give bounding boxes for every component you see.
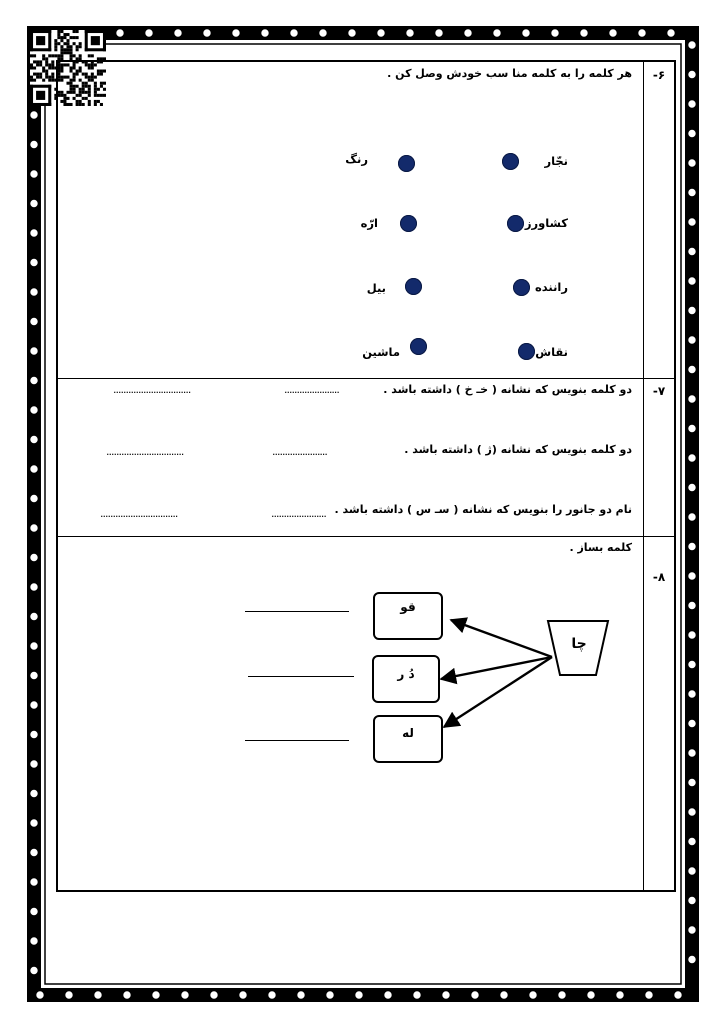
q6-left-word-3: بیل bbox=[366, 281, 386, 295]
border-dot bbox=[688, 601, 696, 609]
border-dot bbox=[210, 991, 218, 999]
border-dot bbox=[174, 29, 182, 37]
border-dot bbox=[384, 991, 392, 999]
border-dot bbox=[645, 991, 653, 999]
border-dot bbox=[667, 29, 675, 37]
q7-blank-1a[interactable]: ...................... bbox=[284, 383, 339, 396]
q8-target-label-1: قو bbox=[400, 600, 416, 614]
border-dot bbox=[30, 258, 38, 266]
border-dot bbox=[688, 129, 696, 137]
border-dot bbox=[413, 991, 421, 999]
question-number-6: ۶- bbox=[652, 68, 666, 82]
border-dot bbox=[30, 701, 38, 709]
q8-answer-line-2[interactable] bbox=[248, 676, 354, 677]
border-dot bbox=[674, 991, 682, 999]
border-dot bbox=[30, 347, 38, 355]
border-dot bbox=[30, 406, 38, 414]
border-dot bbox=[348, 29, 356, 37]
q8-arrow-1 bbox=[451, 620, 552, 657]
border-dot bbox=[688, 395, 696, 403]
border-dot bbox=[688, 660, 696, 668]
border-dot bbox=[145, 29, 153, 37]
border-dot bbox=[688, 631, 696, 639]
q6-right-word-1: نجّار bbox=[544, 154, 568, 168]
border-dot bbox=[30, 583, 38, 591]
border-dot bbox=[471, 991, 479, 999]
border-dot bbox=[30, 966, 38, 974]
q7-line-2: دو کلمه بنویس که نشانه (ژ ) داشته باشد . bbox=[404, 443, 632, 456]
border-dot bbox=[30, 819, 38, 827]
border-dot bbox=[688, 542, 696, 550]
q8-target-box-1 bbox=[373, 592, 443, 640]
q7-blank-1b[interactable]: ............................... bbox=[113, 383, 191, 396]
border-dot bbox=[580, 29, 588, 37]
border-dot bbox=[688, 690, 696, 698]
border-dot bbox=[30, 317, 38, 325]
q8-source-label: چا bbox=[571, 636, 587, 652]
border-dot bbox=[30, 288, 38, 296]
border-dot bbox=[688, 837, 696, 845]
border-dot bbox=[30, 524, 38, 532]
border-dot bbox=[688, 365, 696, 373]
q6-right-word-3: راننده bbox=[534, 280, 568, 294]
q7-line-1: دو کلمه بنویس که نشانه ( خـ خ ) داشته باشد . bbox=[383, 383, 632, 396]
border-dot bbox=[290, 29, 298, 37]
border-dot bbox=[688, 70, 696, 78]
q7-blank-2a[interactable]: ...................... bbox=[272, 445, 327, 458]
border-dot bbox=[688, 336, 696, 344]
border-dot bbox=[688, 867, 696, 875]
border-dot bbox=[688, 778, 696, 786]
border-dot bbox=[688, 483, 696, 491]
border-dot bbox=[587, 991, 595, 999]
question-number-7: ۷- bbox=[652, 384, 666, 398]
border-dot bbox=[116, 29, 124, 37]
border-dot bbox=[406, 29, 414, 37]
border-dot bbox=[30, 199, 38, 207]
border-dot bbox=[30, 111, 38, 119]
border-dot bbox=[688, 277, 696, 285]
q6-instruction: هر کلمه را به کلمه منا سب خودش وصل کن . bbox=[387, 67, 632, 80]
q6-left-word-1: رنگ bbox=[345, 152, 368, 166]
border-dot bbox=[319, 29, 327, 37]
border-dot bbox=[326, 991, 334, 999]
border-dot bbox=[30, 465, 38, 473]
border-dot bbox=[377, 29, 385, 37]
question-number-8: ۸- bbox=[652, 570, 666, 584]
border-dot bbox=[261, 29, 269, 37]
q6-left-word-2: ارّه bbox=[360, 216, 378, 230]
q7-blank-2b[interactable]: ............................... bbox=[106, 445, 184, 458]
border-dot bbox=[688, 100, 696, 108]
border-dot bbox=[688, 572, 696, 580]
q8-target-box-3 bbox=[373, 715, 443, 763]
border-dot bbox=[65, 991, 73, 999]
border-dot bbox=[355, 991, 363, 999]
border-dot bbox=[435, 29, 443, 37]
border-dot bbox=[203, 29, 211, 37]
border-dot bbox=[297, 991, 305, 999]
border-dot bbox=[30, 612, 38, 620]
border-dot bbox=[30, 907, 38, 915]
border-dot bbox=[558, 991, 566, 999]
border-dot bbox=[464, 29, 472, 37]
border-dot bbox=[30, 760, 38, 768]
border-dot bbox=[688, 926, 696, 934]
border-dot bbox=[688, 955, 696, 963]
border-dot bbox=[30, 878, 38, 886]
border-dot bbox=[688, 188, 696, 196]
q8-answer-line-3[interactable] bbox=[245, 740, 349, 741]
q7-line-3: نام دو جانور را بنویس که نشانه ( سـ س ) داشته باشد . bbox=[334, 503, 632, 516]
border-dot bbox=[609, 29, 617, 37]
border-dot bbox=[493, 29, 501, 37]
border-dot bbox=[30, 140, 38, 148]
worksheet bbox=[56, 60, 676, 892]
border-dot bbox=[616, 991, 624, 999]
q8-instruction: کلمه بساز . bbox=[569, 541, 632, 554]
border-dot bbox=[181, 991, 189, 999]
border-dot bbox=[30, 229, 38, 237]
border-dot bbox=[94, 991, 102, 999]
q7-blank-3a[interactable]: ...................... bbox=[271, 507, 326, 520]
border-dot bbox=[30, 642, 38, 650]
border-dot bbox=[30, 671, 38, 679]
border-dot bbox=[551, 29, 559, 37]
border-dot bbox=[500, 991, 508, 999]
border-dot bbox=[688, 218, 696, 226]
border-dot bbox=[232, 29, 240, 37]
q6-left-word-4: ماشین bbox=[362, 345, 400, 359]
border-dot bbox=[688, 896, 696, 904]
q7-blank-3b[interactable]: ............................... bbox=[100, 507, 178, 520]
border-dot bbox=[522, 29, 530, 37]
q8-target-box-2 bbox=[372, 655, 440, 703]
border-dot bbox=[688, 247, 696, 255]
border-dot bbox=[30, 376, 38, 384]
border-dot bbox=[442, 991, 450, 999]
q6-right-word-2: کشاورز bbox=[524, 216, 568, 230]
border-dot bbox=[30, 848, 38, 856]
q8-target-label-3: له bbox=[402, 726, 414, 740]
border-dot bbox=[36, 991, 44, 999]
border-dot bbox=[239, 991, 247, 999]
border-dot bbox=[688, 719, 696, 727]
border-dot bbox=[152, 991, 160, 999]
q8-answer-line-1[interactable] bbox=[245, 611, 349, 612]
border-dot bbox=[30, 435, 38, 443]
border-dot bbox=[688, 306, 696, 314]
q6-right-word-4: نقاش bbox=[535, 345, 568, 359]
border-dot bbox=[529, 991, 537, 999]
q8-drawing bbox=[58, 62, 674, 890]
border-dot bbox=[30, 730, 38, 738]
border-dot bbox=[688, 41, 696, 49]
border-dot bbox=[30, 170, 38, 178]
border-dot bbox=[30, 789, 38, 797]
border-dot bbox=[688, 424, 696, 432]
border-dot bbox=[688, 808, 696, 816]
border-dot bbox=[688, 454, 696, 462]
border-dot bbox=[123, 991, 131, 999]
border-dot bbox=[688, 159, 696, 167]
border-dot bbox=[638, 29, 646, 37]
border-dot bbox=[30, 494, 38, 502]
q8-target-label-2: دُ ر bbox=[397, 667, 415, 681]
border-dot bbox=[268, 991, 276, 999]
border-dot bbox=[30, 937, 38, 945]
border-dot bbox=[688, 513, 696, 521]
border-dot bbox=[30, 553, 38, 561]
border-dot bbox=[688, 749, 696, 757]
